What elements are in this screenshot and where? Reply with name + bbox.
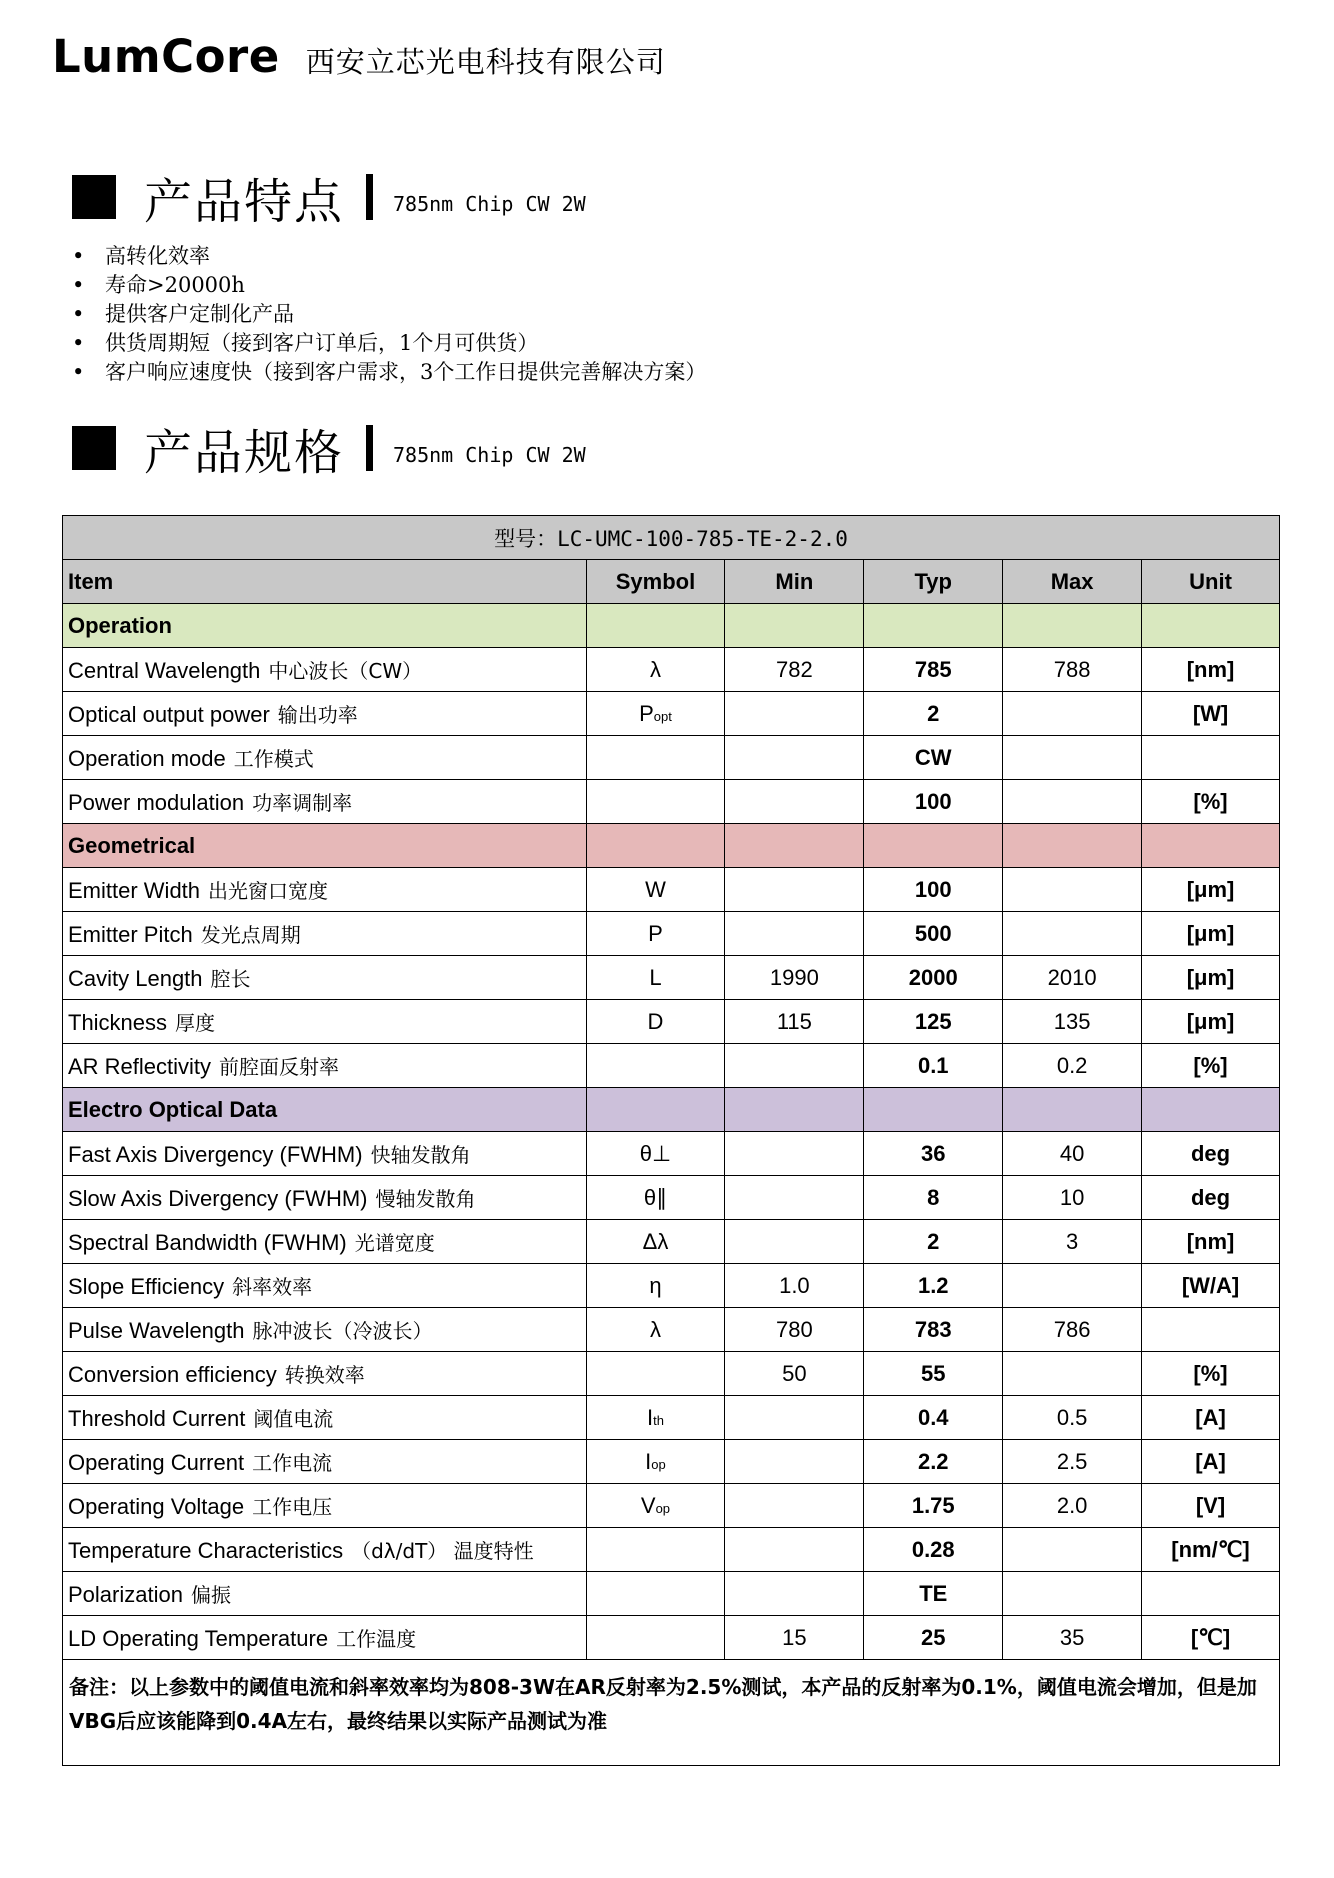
max-cell: 40 — [1003, 1132, 1142, 1176]
symbol-text: W — [645, 876, 666, 902]
max-cell: 0.5 — [1003, 1396, 1142, 1440]
symbol-cell — [586, 1396, 725, 1440]
item-cell — [63, 1440, 587, 1484]
category-label: Geometrical — [63, 824, 587, 868]
max-cell: 786 — [1003, 1308, 1142, 1352]
unit-cell: [A] — [1142, 1396, 1280, 1440]
table-row — [63, 1220, 1280, 1264]
min-cell — [725, 1396, 864, 1440]
symbol-text: I — [646, 1404, 654, 1430]
item-cell — [63, 1484, 587, 1528]
item-cell — [63, 692, 587, 736]
typ-cell: 100 — [864, 780, 1003, 824]
unit-cell: [%] — [1142, 780, 1280, 824]
column-header: Symbol — [586, 560, 725, 604]
typ-cell: 2 — [864, 1220, 1003, 1264]
features-subtitle: 785nm Chip CW 2W — [393, 192, 586, 216]
table-row — [63, 1132, 1280, 1176]
item-cell — [63, 736, 587, 780]
min-cell — [725, 692, 864, 736]
item-label-zh: 斜率效率 — [232, 1275, 313, 1299]
column-header: Max — [1003, 560, 1142, 604]
max-cell — [1003, 692, 1142, 736]
category-row — [63, 824, 1280, 868]
note-row — [63, 1660, 1280, 1766]
typ-cell: 500 — [864, 912, 1003, 956]
item-label-zh: 工作电压 — [252, 1495, 333, 1519]
symbol-cell — [586, 692, 725, 736]
unit-cell: [W] — [1142, 692, 1280, 736]
table-row — [63, 956, 1280, 1000]
item-label-zh: 功率调制率 — [252, 791, 353, 815]
symbol-subscript: op — [651, 1456, 666, 1472]
symbol-text: θ⊥ — [639, 1140, 672, 1166]
column-header: Unit — [1142, 560, 1280, 604]
table-row — [63, 1308, 1280, 1352]
typ-cell: 1.2 — [864, 1264, 1003, 1308]
symbol-cell — [586, 1044, 725, 1088]
min-cell: 50 — [725, 1352, 864, 1396]
typ-cell: 1.75 — [864, 1484, 1003, 1528]
max-cell: 10 — [1003, 1176, 1142, 1220]
item-label: Thickness — [68, 1010, 168, 1035]
item-cell — [63, 1616, 587, 1660]
category-cell — [864, 604, 1003, 648]
feature-text: 高转化效率 — [105, 244, 210, 268]
table-row — [63, 1528, 1280, 1572]
typ-cell: 36 — [864, 1132, 1003, 1176]
typ-cell: 2000 — [864, 956, 1003, 1000]
feature-text: 客户响应速度快（接到客户需求，3个工作日提供完善解决方案） — [105, 360, 707, 384]
typ-cell: 8 — [864, 1176, 1003, 1220]
unit-cell: [V] — [1142, 1484, 1280, 1528]
table-row — [63, 1264, 1280, 1308]
item-label: Central Wavelength — [68, 658, 261, 683]
item-label: Slow Axis Divergency (FWHM) — [68, 1186, 368, 1211]
category-label: Operation — [63, 604, 587, 648]
item-label: Threshold Current — [68, 1406, 246, 1431]
item-label-zh: 工作温度 — [336, 1627, 417, 1651]
max-cell: 0.2 — [1003, 1044, 1142, 1088]
symbol-text: D — [647, 1008, 664, 1034]
max-cell — [1003, 1528, 1142, 1572]
typ-cell: 0.28 — [864, 1528, 1003, 1572]
item-label-zh: 脉冲波长（冷波长） — [252, 1319, 433, 1343]
feature-text: 提供客户定制化产品 — [105, 302, 294, 326]
item-label-zh: （dλ/dT） 温度特性 — [351, 1539, 534, 1563]
table-row — [63, 1616, 1280, 1660]
typ-cell: 125 — [864, 1000, 1003, 1044]
symbol-cell — [586, 1220, 725, 1264]
symbol-cell — [586, 868, 725, 912]
item-label: Pulse Wavelength — [68, 1318, 245, 1343]
symbol-text: P — [639, 700, 654, 726]
unit-cell: [nm] — [1142, 1220, 1280, 1264]
table-row — [63, 692, 1280, 736]
min-cell — [725, 1484, 864, 1528]
item-cell — [63, 780, 587, 824]
symbol-cell — [586, 1264, 725, 1308]
symbol-cell — [586, 1308, 725, 1352]
bullet-icon: • — [72, 360, 85, 384]
min-cell — [725, 1044, 864, 1088]
item-label-zh: 发光点周期 — [200, 923, 301, 947]
item-cell — [63, 1220, 587, 1264]
typ-cell: 55 — [864, 1352, 1003, 1396]
unit-cell: deg — [1142, 1176, 1280, 1220]
min-cell — [725, 1220, 864, 1264]
max-cell — [1003, 1572, 1142, 1616]
feature-list — [72, 242, 706, 387]
item-cell — [63, 1044, 587, 1088]
item-cell — [63, 956, 587, 1000]
column-header: Min — [725, 560, 864, 604]
item-label: Spectral Bandwidth (FWHM) — [68, 1230, 347, 1255]
item-label: Fast Axis Divergency (FWHM) — [68, 1142, 363, 1167]
square-bullet-icon — [72, 426, 116, 470]
max-cell: 2.5 — [1003, 1440, 1142, 1484]
company-logo: LumCore — [52, 30, 280, 83]
page-header — [52, 30, 666, 90]
item-label-zh: 转换效率 — [284, 1363, 365, 1387]
model-number: 型号：LC-UMC-100-785-TE-2-2.0 — [63, 516, 1280, 560]
features-heading — [72, 162, 586, 232]
symbol-cell — [586, 1000, 725, 1044]
company-name: 西安立芯光电科技有限公司 — [305, 45, 666, 79]
symbol-cell — [586, 648, 725, 692]
table-row — [63, 1572, 1280, 1616]
unit-cell: [%] — [1142, 1352, 1280, 1396]
item-label: Polarization — [68, 1582, 183, 1607]
max-cell — [1003, 868, 1142, 912]
symbol-cell — [586, 780, 725, 824]
item-label-zh: 工作电流 — [252, 1451, 333, 1475]
min-cell: 780 — [725, 1308, 864, 1352]
item-cell — [63, 1572, 587, 1616]
typ-cell: CW — [864, 736, 1003, 780]
max-cell: 2010 — [1003, 956, 1142, 1000]
unit-cell: [μm] — [1142, 1000, 1280, 1044]
symbol-cell — [586, 1528, 725, 1572]
table-row — [63, 1396, 1280, 1440]
unit-cell: [%] — [1142, 1044, 1280, 1088]
item-label-zh: 厚度 — [175, 1011, 216, 1035]
min-cell — [725, 868, 864, 912]
symbol-cell — [586, 736, 725, 780]
item-label-zh: 光谱宽度 — [354, 1231, 435, 1255]
min-cell: 15 — [725, 1616, 864, 1660]
min-cell — [725, 912, 864, 956]
feature-text: 寿命>20000h — [105, 273, 245, 297]
category-cell — [864, 1088, 1003, 1132]
item-label: LD Operating Temperature — [68, 1626, 329, 1651]
min-cell: 1990 — [725, 956, 864, 1000]
model-row — [63, 516, 1280, 560]
specs-subtitle: 785nm Chip CW 2W — [393, 443, 586, 467]
symbol-cell — [586, 1440, 725, 1484]
bullet-icon: • — [72, 331, 85, 355]
table-row — [63, 868, 1280, 912]
symbol-subscript: opt — [653, 708, 672, 724]
category-cell — [1003, 604, 1142, 648]
min-cell — [725, 1528, 864, 1572]
typ-cell: 785 — [864, 648, 1003, 692]
feature-item — [72, 358, 706, 387]
min-cell — [725, 1440, 864, 1484]
item-cell — [63, 1264, 587, 1308]
symbol-text: L — [649, 964, 662, 990]
symbol-cell — [586, 912, 725, 956]
table-row — [63, 1484, 1280, 1528]
unit-cell: [nm] — [1142, 648, 1280, 692]
item-cell — [63, 1396, 587, 1440]
symbol-subscript: th — [653, 1412, 664, 1428]
category-cell — [864, 824, 1003, 868]
typ-cell: 0.1 — [864, 1044, 1003, 1088]
max-cell: 135 — [1003, 1000, 1142, 1044]
item-label: Operating Voltage — [68, 1494, 245, 1519]
table-row — [63, 1440, 1280, 1484]
unit-cell: [℃] — [1142, 1616, 1280, 1660]
feature-item — [72, 271, 706, 300]
item-label: Conversion efficiency — [68, 1362, 277, 1387]
max-cell — [1003, 912, 1142, 956]
category-row — [63, 604, 1280, 648]
spec-table — [62, 515, 1280, 1766]
typ-cell: 100 — [864, 868, 1003, 912]
category-cell — [586, 1088, 725, 1132]
item-label: Temperature Characteristics — [68, 1538, 344, 1563]
square-bullet-icon — [72, 175, 116, 219]
category-label: Electro Optical Data — [63, 1088, 587, 1132]
symbol-text: θ∥ — [643, 1184, 668, 1210]
note-text: 备注：以上参数中的阈值电流和斜率效率均为808-3W在AR反射率为2.5%测试，本产品的反射率为0.1%，阈值电流会增加，但是加VBG后应该能降到0.4A左右，最终结果以实际产品测试为准 — [63, 1660, 1280, 1766]
unit-cell — [1142, 736, 1280, 780]
symbol-text: λ — [649, 1316, 661, 1342]
category-cell — [725, 1088, 864, 1132]
typ-cell: 2.2 — [864, 1440, 1003, 1484]
unit-cell — [1142, 1572, 1280, 1616]
symbol-cell — [586, 1352, 725, 1396]
item-label-zh: 腔长 — [210, 967, 251, 991]
unit-cell: [A] — [1142, 1440, 1280, 1484]
feature-item — [72, 329, 706, 358]
table-row — [63, 912, 1280, 956]
item-label: Slope Efficiency — [68, 1274, 225, 1299]
table-row — [63, 736, 1280, 780]
symbol-cell — [586, 1484, 725, 1528]
item-label: Emitter Width — [68, 878, 201, 903]
max-cell: 788 — [1003, 648, 1142, 692]
symbol-subscript: op — [655, 1500, 671, 1516]
bullet-icon: • — [72, 302, 85, 326]
symbol-cell — [586, 1572, 725, 1616]
unit-cell: [μm] — [1142, 868, 1280, 912]
typ-cell: 25 — [864, 1616, 1003, 1660]
min-cell — [725, 1132, 864, 1176]
unit-cell: [μm] — [1142, 912, 1280, 956]
unit-cell: deg — [1142, 1132, 1280, 1176]
feature-item — [72, 300, 706, 329]
item-label-zh: 中心波长（CW） — [268, 659, 423, 683]
max-cell: 35 — [1003, 1616, 1142, 1660]
min-cell: 782 — [725, 648, 864, 692]
column-header: Item — [63, 560, 587, 604]
category-cell — [1142, 1088, 1280, 1132]
feature-item — [72, 242, 706, 271]
max-cell — [1003, 1352, 1142, 1396]
max-cell — [1003, 1264, 1142, 1308]
symbol-cell — [586, 1616, 725, 1660]
symbol-text: V — [640, 1492, 656, 1518]
category-cell — [1142, 824, 1280, 868]
typ-cell: 783 — [864, 1308, 1003, 1352]
max-cell — [1003, 736, 1142, 780]
category-cell — [725, 824, 864, 868]
symbol-text: I — [645, 1448, 652, 1474]
feature-text: 供货周期短（接到客户订单后，1个月可供货） — [105, 331, 539, 355]
category-cell — [1003, 1088, 1142, 1132]
unit-cell: [μm] — [1142, 956, 1280, 1000]
unit-cell — [1142, 1308, 1280, 1352]
bullet-icon: • — [72, 244, 85, 268]
symbol-cell — [586, 1132, 725, 1176]
item-label-zh: 前腔面反射率 — [219, 1055, 340, 1079]
symbol-cell — [586, 1176, 725, 1220]
item-label: Emitter Pitch — [68, 922, 193, 947]
specs-heading — [72, 413, 586, 483]
table-row — [63, 780, 1280, 824]
item-cell — [63, 912, 587, 956]
column-header: Typ — [864, 560, 1003, 604]
item-label: Operation mode — [68, 746, 226, 771]
symbol-text: η — [649, 1272, 662, 1298]
min-cell — [725, 736, 864, 780]
category-cell — [1142, 604, 1280, 648]
category-cell — [1003, 824, 1142, 868]
bullet-icon: • — [72, 273, 85, 297]
category-cell — [586, 824, 725, 868]
item-label-zh: 偏振 — [190, 1583, 231, 1607]
max-cell: 2.0 — [1003, 1484, 1142, 1528]
item-label: Operating Current — [68, 1450, 245, 1475]
item-cell — [63, 868, 587, 912]
min-cell — [725, 780, 864, 824]
table-row — [63, 1044, 1280, 1088]
item-label-zh: 慢轴发散角 — [375, 1187, 476, 1211]
max-cell — [1003, 780, 1142, 824]
symbol-cell — [586, 956, 725, 1000]
item-label: Optical output power — [68, 702, 270, 727]
item-cell — [63, 1352, 587, 1396]
item-cell — [63, 1308, 587, 1352]
table-row — [63, 1176, 1280, 1220]
typ-cell: TE — [864, 1572, 1003, 1616]
item-label-zh: 工作模式 — [233, 747, 314, 771]
min-cell — [725, 1176, 864, 1220]
item-label: Cavity Length — [68, 966, 203, 991]
item-label: AR Reflectivity — [68, 1054, 212, 1079]
item-cell — [63, 648, 587, 692]
min-cell — [725, 1572, 864, 1616]
item-cell — [63, 1176, 587, 1220]
item-label-zh: 阈值电流 — [253, 1407, 334, 1431]
category-cell — [586, 604, 725, 648]
item-label: Power modulation — [68, 790, 245, 815]
vertical-divider — [366, 425, 373, 471]
typ-cell: 0.4 — [864, 1396, 1003, 1440]
typ-cell: 2 — [864, 692, 1003, 736]
vertical-divider — [366, 174, 373, 220]
item-cell — [63, 1132, 587, 1176]
item-label-zh: 出光窗口宽度 — [208, 879, 329, 903]
item-label-zh: 快轴发散角 — [370, 1143, 471, 1167]
unit-cell: [nm/℃] — [1142, 1528, 1280, 1572]
symbol-text: λ — [649, 656, 661, 682]
header-row — [63, 560, 1280, 604]
min-cell: 115 — [725, 1000, 864, 1044]
features-title: 产品特点 — [144, 173, 345, 230]
table-row — [63, 1000, 1280, 1044]
item-label-zh: 输出功率 — [277, 703, 358, 727]
unit-cell: [W/A] — [1142, 1264, 1280, 1308]
min-cell: 1.0 — [725, 1264, 864, 1308]
category-row — [63, 1088, 1280, 1132]
symbol-text: P — [648, 920, 663, 946]
category-cell — [725, 604, 864, 648]
item-cell — [63, 1000, 587, 1044]
max-cell: 3 — [1003, 1220, 1142, 1264]
symbol-text: Δλ — [642, 1228, 669, 1254]
table-row — [63, 648, 1280, 692]
specs-title: 产品规格 — [144, 424, 345, 481]
table-row — [63, 1352, 1280, 1396]
item-cell — [63, 1528, 587, 1572]
